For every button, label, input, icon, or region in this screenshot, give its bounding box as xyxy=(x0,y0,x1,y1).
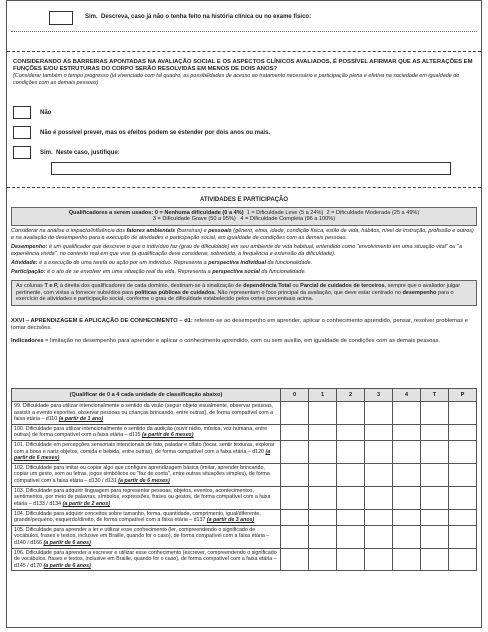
item-description xyxy=(12,441,281,464)
sim-checkbox[interactable] xyxy=(49,11,73,25)
justification-input[interactable] xyxy=(51,162,451,175)
item-description xyxy=(12,509,281,525)
qualifier-cell[interactable] xyxy=(449,509,477,525)
qualifier-cell[interactable] xyxy=(365,548,393,571)
nao-label: Não xyxy=(40,110,52,117)
qualifier-cell[interactable] xyxy=(393,548,421,571)
section-xxvi-heading xyxy=(11,318,477,332)
nao-possivel-label: Não é possível prever, mas os efeitos podem se estender por dois anos ou mais. xyxy=(40,130,271,137)
qualifier-cell[interactable] xyxy=(421,486,449,509)
qualifier-cell[interactable] xyxy=(365,509,393,525)
qualifier-cell[interactable] xyxy=(365,525,393,548)
item-text: 104. Dificuldade para adquirir conceitos sobre tamanho, forma, quantidade, comprimento, igual/diferente, grande/pequeno, esquerdo/direito, de forma compatível com a faixa etária – d137 xyxy=(14,510,261,524)
indicadores-paragraph xyxy=(11,338,477,345)
sim-justify-label: Neste caso, justifique: xyxy=(56,150,120,157)
item-age-tag: (a partir de 6 meses) xyxy=(118,478,170,485)
qualifier-cell[interactable] xyxy=(337,463,365,486)
description-line[interactable] xyxy=(11,31,477,32)
qualifier-cell[interactable] xyxy=(365,441,393,464)
participacao-paragraph: Participação: é o ato de se envolver em uma situação real da vida. Representa a perspectiva social da funcionalidade. xyxy=(11,268,307,275)
qualifier-cell[interactable] xyxy=(337,548,365,571)
qualifier-cell[interactable] xyxy=(309,463,337,486)
qualifier-1: 1 = Dificuldade Leve (5 a 24%) xyxy=(246,209,324,216)
sim-text: Descreva, caso já não o tenha feito na história clínica ou no exame físico: xyxy=(101,14,312,20)
sim-description-label xyxy=(85,14,311,22)
item-text: 105. Dificuldade para aprender a ler e utilizar esse conhecimento (ler, compreendendo o significado de vocábulos, frases e textos, inclusive em Braille, quando for o caso), de forma compatível com a faixa etária – d140 / d166 xyxy=(14,526,270,546)
qualifier-cell[interactable] xyxy=(281,509,309,525)
item-text: 101. Dificuldade em percepções sensoriais intencionais de tato, paladar e olfato (tocar, sentir texturas, explorar com a boca e nariz objetos, comida e bebida, entre outras), de forma compatível com a faixa etária – d120 xyxy=(14,442,275,455)
section-divider xyxy=(7,187,481,188)
item-age-tag: (a partir de 1 ano) xyxy=(58,416,104,423)
qualifier-cell[interactable] xyxy=(337,486,365,509)
activities-section xyxy=(11,197,477,306)
qualifier-cell[interactable] xyxy=(393,441,421,464)
qualifier-3: 3 = Dificuldade Grave (50 a 95%) xyxy=(152,216,236,223)
column-header: 3 xyxy=(365,389,393,402)
qualifier-cell[interactable] xyxy=(281,463,309,486)
table-row xyxy=(12,402,477,425)
qualifier-cell[interactable] xyxy=(421,525,449,548)
qualifier-cell[interactable] xyxy=(449,402,477,425)
qualifier-cell[interactable] xyxy=(449,525,477,548)
item-text: 106. Dificuldade para aprender a escrever e utilizar esse conhecimento (escrever, compreendendo o significado de vocábulos, frases e textos, inclusive em Braille, quando for o caso), de forma compatível com a faixa etária – d145 / d170 xyxy=(14,549,277,569)
item-text: 100. Dificuldade para utilizar intencionalmente o sentido da audição (ouvir rádio, música, voz humana, entre outras) de forma compatível com a faixa etária – d115 xyxy=(14,425,268,439)
table-header-row xyxy=(12,389,477,402)
barriers-note: (Considerar também o tempo progresso (já vivenciado com tal quadro, as possibilidades de acesso ao tratamento necessário e participação plena e efetiva na sociedade em igualdade de condições com as demais pessoas) xyxy=(13,73,460,86)
qualifier-cell[interactable] xyxy=(281,486,309,509)
barriers-section xyxy=(13,59,475,157)
column-header: 4 xyxy=(393,389,421,402)
desempenho-paragraph: Desempenho: é um qualificador que descreve o que o indivíduo faz (grau de dificuldade) em seu ambiente de vida habitual, entendido como "envolvimento em uma situação vital" ou "a experiência vivida", no contexto real em que vive (a qualificação deve considerar, sobretudo, a frequência e extensão da dificuldade). xyxy=(11,244,463,258)
table-row xyxy=(12,424,477,440)
qualifier-cell[interactable] xyxy=(393,486,421,509)
section-xxvi-desc: referem-se ao desempenho em aprender, aplicar o conhecimento aprendido, pensar, resolver problemas e tomar decisões. xyxy=(11,318,468,332)
table-header-label: (Qualificar de 0 a 4 cada unidade de classificação abaixo) xyxy=(12,389,281,402)
indicadores-text: = limitação no desempenho para aprender e aplicar o conhecimento aprendido, com ou sem auxílio, em igualdade de condições com as demais pessoas. xyxy=(45,338,441,345)
item-description xyxy=(12,463,281,486)
item-text: 99. Dificuldade para utilizar intencionalmente o sentido da visão (seguir objeto visualmente, observar pessoas, assistir a evento esportivo, observar pessoas ou crianças brincando, entre outras), de forma compatível com a faixa etária – d110 xyxy=(14,403,274,423)
qualifier-cell[interactable] xyxy=(393,424,421,440)
option-nao-possivel[interactable] xyxy=(13,126,270,139)
qualifier-cell[interactable] xyxy=(309,548,337,571)
qualifier-cell[interactable] xyxy=(281,402,309,425)
section-divider xyxy=(7,51,481,52)
item-description xyxy=(12,424,281,440)
item-text: 103. Dificuldade para adquirir linguagem para representar pessoas, objetos, eventos, acontecimentos, sentimentos, por meio de palavras, símbolos, expressões, frases ou gestos, de forma compatível com a faixa etária – d133 / d134 xyxy=(14,487,271,507)
qualifier-cell[interactable] xyxy=(449,441,477,464)
column-header: 2 xyxy=(337,389,365,402)
qualifier-cell[interactable] xyxy=(393,402,421,425)
qualifier-cell[interactable] xyxy=(449,463,477,486)
qualifier-cell[interactable] xyxy=(309,486,337,509)
qualifier-4: 4 = Dificuldade Completa (96 a 100%) xyxy=(240,216,336,223)
section-xxvi-title: XXVI – APRENDIZAGEM E APLICAÇÃO DE CONHECIMENTO – d1: xyxy=(11,318,193,324)
column-header: P xyxy=(449,389,477,402)
qualifier-cell[interactable] xyxy=(393,525,421,548)
qualifier-cell[interactable] xyxy=(421,424,449,440)
qualifier-cell[interactable] xyxy=(421,548,449,571)
qualifier-cell[interactable] xyxy=(281,525,309,548)
atividade-paragraph: Atividade: é a execução de uma tarefa ou ação por um indivíduo. Representa a perspectiva individual da funcionalidade. xyxy=(11,259,313,266)
qualifier-cell[interactable] xyxy=(337,402,365,425)
clinical-description-section xyxy=(7,1,481,49)
item-description xyxy=(12,486,281,509)
option-nao[interactable] xyxy=(13,106,51,119)
option-sim[interactable] xyxy=(13,146,120,159)
item-age-tag: (a partir de 6 meses) xyxy=(14,448,271,462)
indicadores-label: Indicadores xyxy=(11,338,44,345)
consider-paragraph: Considerar na análise o impacto/influência dos fatores ambientais (barreiras) e pessoais (gênero, etnia, idade, condição física, estilo de vida, hábitos, nível de instrução, profissão e outros) e na avaliação do desempenho para a execução de atividades e participação social, em igualdade de condições com as demais pessoas. xyxy=(11,228,474,242)
qualifier-cell[interactable] xyxy=(365,402,393,425)
table-row xyxy=(12,525,477,548)
qualifier-cell[interactable] xyxy=(365,424,393,440)
qualifiers-label: Qualificadores a serem usados: xyxy=(68,209,154,216)
qualifier-cell[interactable] xyxy=(281,441,309,464)
item-age-tag: (a partir de 3 anos) xyxy=(206,517,255,524)
item-age-tag: (a partir de 2 anos) xyxy=(62,500,110,507)
item-description xyxy=(12,548,281,571)
form-page xyxy=(6,0,482,628)
qualifier-cell[interactable] xyxy=(337,424,365,440)
qualifier-cell[interactable] xyxy=(393,509,421,525)
qualifier-cell[interactable] xyxy=(337,509,365,525)
qualifier-cell[interactable] xyxy=(421,509,449,525)
qualifier-cell[interactable] xyxy=(421,463,449,486)
table-row xyxy=(12,486,477,509)
column-header: 0 xyxy=(281,389,309,402)
assessment-table xyxy=(11,388,477,571)
qualifier-cell[interactable] xyxy=(421,402,449,425)
table-row xyxy=(12,463,477,486)
table-row xyxy=(12,441,477,464)
qualifier-cell[interactable] xyxy=(281,548,309,571)
item-text: 102. Dificuldade para imitar ou copiar algo que configure aprendizagem básica (imitar, aprender brincando, copiar um gesto, som ou letras, jogos simbólicos ou "faz de conta", entre outras situações simples), de forma compatível com a faixa etária – d130 / d131 xyxy=(14,464,270,485)
qualifier-cell[interactable] xyxy=(309,424,337,440)
qualifier-cell[interactable] xyxy=(365,486,393,509)
columns-note: As colunas T e P, à direita dos qualificadores de cada domínio, destinam-se à sinalização de dependência Total ou Parcial de cuidados de terceiros, sempre que o avaliador julgar pertinente, com vistas a fornecer subsídios para políticas públicas de cuidados. Não representam o foco principal da avaliação, que deve estar centrado no desempenho para o exercício de atividades e participação social, conforme o grau de dificuldade estabelecido pelos cortes percentuais acima. xyxy=(11,280,477,307)
barriers-question: CONSIDERANDO AS BARREIRAS APONTADAS NA AVALIAÇÃO SOCIAL E OS ASPECTOS CLÍNICOS AVALIADOS, É POSSÍVEL AFIRMAR QUE AS ALTERAÇÕES EM FUNÇÕES E/OU ESTRUTURAS DO CORPO SERÃO RESOLVIDAS EM MENOS DE DOIS ANOS? xyxy=(13,59,473,73)
qualifier-cell[interactable] xyxy=(309,509,337,525)
item-age-tag: (a partir de 6 anos) xyxy=(43,562,91,569)
qualifier-cell[interactable] xyxy=(281,424,309,440)
qualifier-cell[interactable] xyxy=(393,463,421,486)
activities-title: ATIVIDADES E PARTICIPAÇÃO xyxy=(199,197,288,203)
qualifier-0: 0 = Nenhuma dificuldade (0 a 4%) xyxy=(154,209,244,216)
table-row xyxy=(12,509,477,525)
column-header: 1 xyxy=(309,389,337,402)
qualifier-cell[interactable] xyxy=(365,463,393,486)
qualifier-cell[interactable] xyxy=(421,441,449,464)
qualifier-cell[interactable] xyxy=(449,486,477,509)
section-xxvi xyxy=(11,318,477,346)
qualifier-cell[interactable] xyxy=(337,525,365,548)
item-age-tag: (a partir de 6 anos) xyxy=(43,539,91,546)
nao-possivel-checkbox[interactable] xyxy=(13,126,31,139)
qualifiers-box xyxy=(11,207,477,227)
sim-label: Sim. xyxy=(85,14,98,20)
qualifier-cell[interactable] xyxy=(337,441,365,464)
qualifier-cell[interactable] xyxy=(449,424,477,440)
sim-justify-checkbox[interactable] xyxy=(13,146,31,159)
item-age-tag: (a partir de 6 meses) xyxy=(142,432,194,439)
table-row xyxy=(12,548,477,571)
item-description xyxy=(12,525,281,548)
qualifier-cell[interactable] xyxy=(309,525,337,548)
item-description xyxy=(12,402,281,425)
qualifier-cell[interactable] xyxy=(449,548,477,571)
sim-option-label: Sim. xyxy=(40,150,53,157)
qualifier-2: 2 = Dificuldade Moderada (25 a 49%) xyxy=(326,209,420,216)
qualifier-cell[interactable] xyxy=(309,402,337,425)
qualifier-cell[interactable] xyxy=(309,441,337,464)
column-header: T xyxy=(421,389,449,402)
nao-checkbox[interactable] xyxy=(13,106,31,119)
